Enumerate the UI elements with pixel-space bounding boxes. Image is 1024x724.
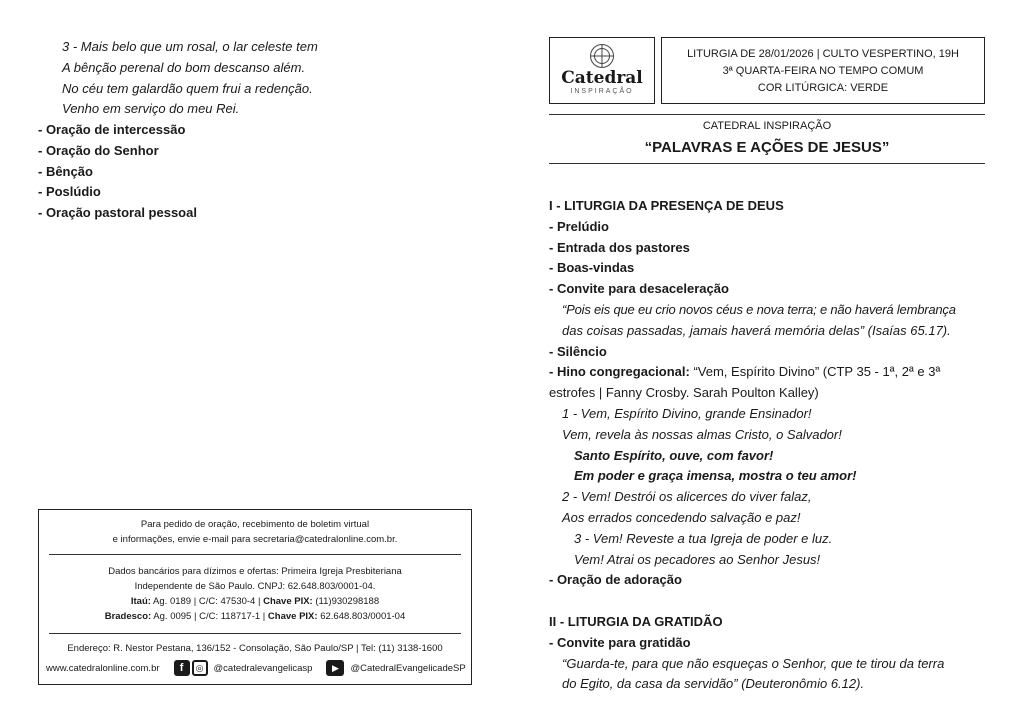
hymn-heading: - Hino congregacional: “Vem, Espírito Divino” (CTP 35 - 1ª, 2ª e 3ª	[549, 364, 941, 380]
liturgy-item: - Oração pastoral pessoal	[38, 205, 197, 221]
hymn-line: No céu tem galardão quem frui a redenção.	[62, 80, 313, 96]
scripture-quote: “Pois eis que eu crio novos céus e nova terra; e não haverá lembrança	[562, 302, 956, 317]
bank-info-cnpj: Independente de São Paulo. CNPJ: 62.648.803/0001-04.	[134, 581, 376, 592]
divider	[49, 554, 461, 555]
hymn-refrain: Em poder e graça imensa, mostra o teu amor!	[574, 468, 857, 484]
prayer-request-text: Para pedido de oração, recebimento de boletim virtual	[140, 519, 370, 530]
bank-info-text: Dados bancários para dízimos e ofertas: Primeira Igreja Presbiteriana	[108, 566, 402, 577]
hymn-line: 1 - Vem, Espírito Divino, grande Ensinador!	[562, 406, 812, 421]
hymn-line: Vem! Atrai os pecadores ao Senhor Jesus!	[574, 551, 821, 567]
liturgy-item: - Oração de intercessão	[38, 122, 186, 137]
liturgy-item: - Prelúdio	[549, 218, 609, 234]
service-title: “PALAVRAS E AÇÕES DE JESUS”	[644, 139, 890, 156]
liturgy-item: - Convite para gratidão	[549, 634, 691, 650]
scripture-quote: das coisas passadas, jamais haverá memória delas” (Isaías 65.17).	[562, 322, 951, 338]
hymn-line: 3 - Mais belo que um rosal, o lar celeste tem	[62, 39, 318, 54]
hymn-line: 3 - Vem! Reveste a tua Igreja de poder e luz.	[574, 530, 833, 546]
instagram-icon[interactable]: ◎	[192, 660, 208, 676]
liturgical-color: COR LITÚRGICA: VERDE	[757, 82, 889, 94]
logo-box	[549, 37, 655, 104]
hymn-line: Aos errados concedendo salvação e paz!	[562, 510, 801, 525]
youtube-handle[interactable]: @CatedralEvangelicadeSP	[350, 662, 466, 674]
liturgy-item: - Bênção	[38, 163, 93, 179]
liturgy-item: - Silêncio	[549, 343, 607, 359]
bradesco-account: Bradesco: Ag. 0095 | C/C: 118717-1 | Chave PIX: 62.648.803/0001-04	[104, 611, 406, 622]
liturgy-item: - Oração do Senhor	[38, 142, 159, 158]
info-box	[38, 509, 472, 685]
liturgy-item: - Boas-vindas	[549, 260, 635, 276]
prayer-request-email: e informações, envie e-mail para secretaria@catedralonline.com.br.	[112, 534, 398, 545]
contact-footer	[46, 660, 466, 676]
address: Endereço: R. Nestor Pestana, 136/152 - Consolação, São Paulo/SP | Tel: (11) 3138-1600	[67, 643, 443, 654]
liturgy-item: - Oração de adoração	[549, 572, 682, 588]
divider	[549, 163, 985, 164]
hymn-line: A bênção perenal do bom descanso além.	[62, 59, 306, 75]
logo-name: Catedral	[561, 68, 643, 88]
hymn-line: Venho em serviço do meu Rei.	[62, 101, 240, 117]
scripture-quote: “Guarda-te, para que não esqueças o Senhor, que te tirou da terra	[562, 655, 945, 671]
itau-account: Itaú: Ag. 0189 | C/C: 47530-4 | Chave PIX: (11)930298188	[130, 596, 380, 607]
youtube-icon[interactable]: ▶	[326, 660, 344, 676]
section-title-presence: I - LITURGIA DA PRESENÇA DE DEUS	[549, 198, 784, 213]
facebook-icon[interactable]: f	[174, 660, 190, 676]
instagram-handle[interactable]: @catedralevangelicasp	[213, 662, 313, 674]
hymn-credits: estrofes | Fanny Crosby. Sarah Poulton Kalley)	[549, 385, 819, 401]
service-date: LITURGIA DE 28/01/2026 | CULTO VESPERTINO, 19H	[687, 48, 959, 60]
liturgy-item: - Entrada dos pastores	[549, 239, 690, 255]
cross-emblem-icon	[589, 43, 615, 69]
hymn-refrain: Santo Espírito, ouve, com favor!	[574, 447, 774, 463]
hymn-line: 2 - Vem! Destrói os alicerces do viver falaz,	[562, 489, 812, 505]
liturgy-item: - Convite para desaceleração	[549, 281, 729, 297]
divider	[549, 114, 985, 115]
service-info-box	[661, 37, 985, 104]
hymn-line: Vem, revela às nossas almas Cristo, o Salvador!	[562, 426, 842, 442]
scripture-quote: do Egito, da casa da servidão” (Deuteronômio 6.12).	[562, 676, 865, 692]
liturgy-item: - Poslúdio	[38, 184, 101, 200]
liturgical-day: 3ª QUARTA-FEIRA NO TEMPO COMUM	[722, 65, 924, 77]
church-name: CATEDRAL INSPIRAÇÃO	[702, 120, 832, 132]
website-link[interactable]: www.catedralonline.com.br	[46, 662, 160, 674]
divider	[49, 633, 461, 634]
logo-subtitle: INSPIRAÇÃO	[570, 88, 634, 95]
section-title-gratitude: II - LITURGIA DA GRATIDÃO	[549, 614, 723, 629]
